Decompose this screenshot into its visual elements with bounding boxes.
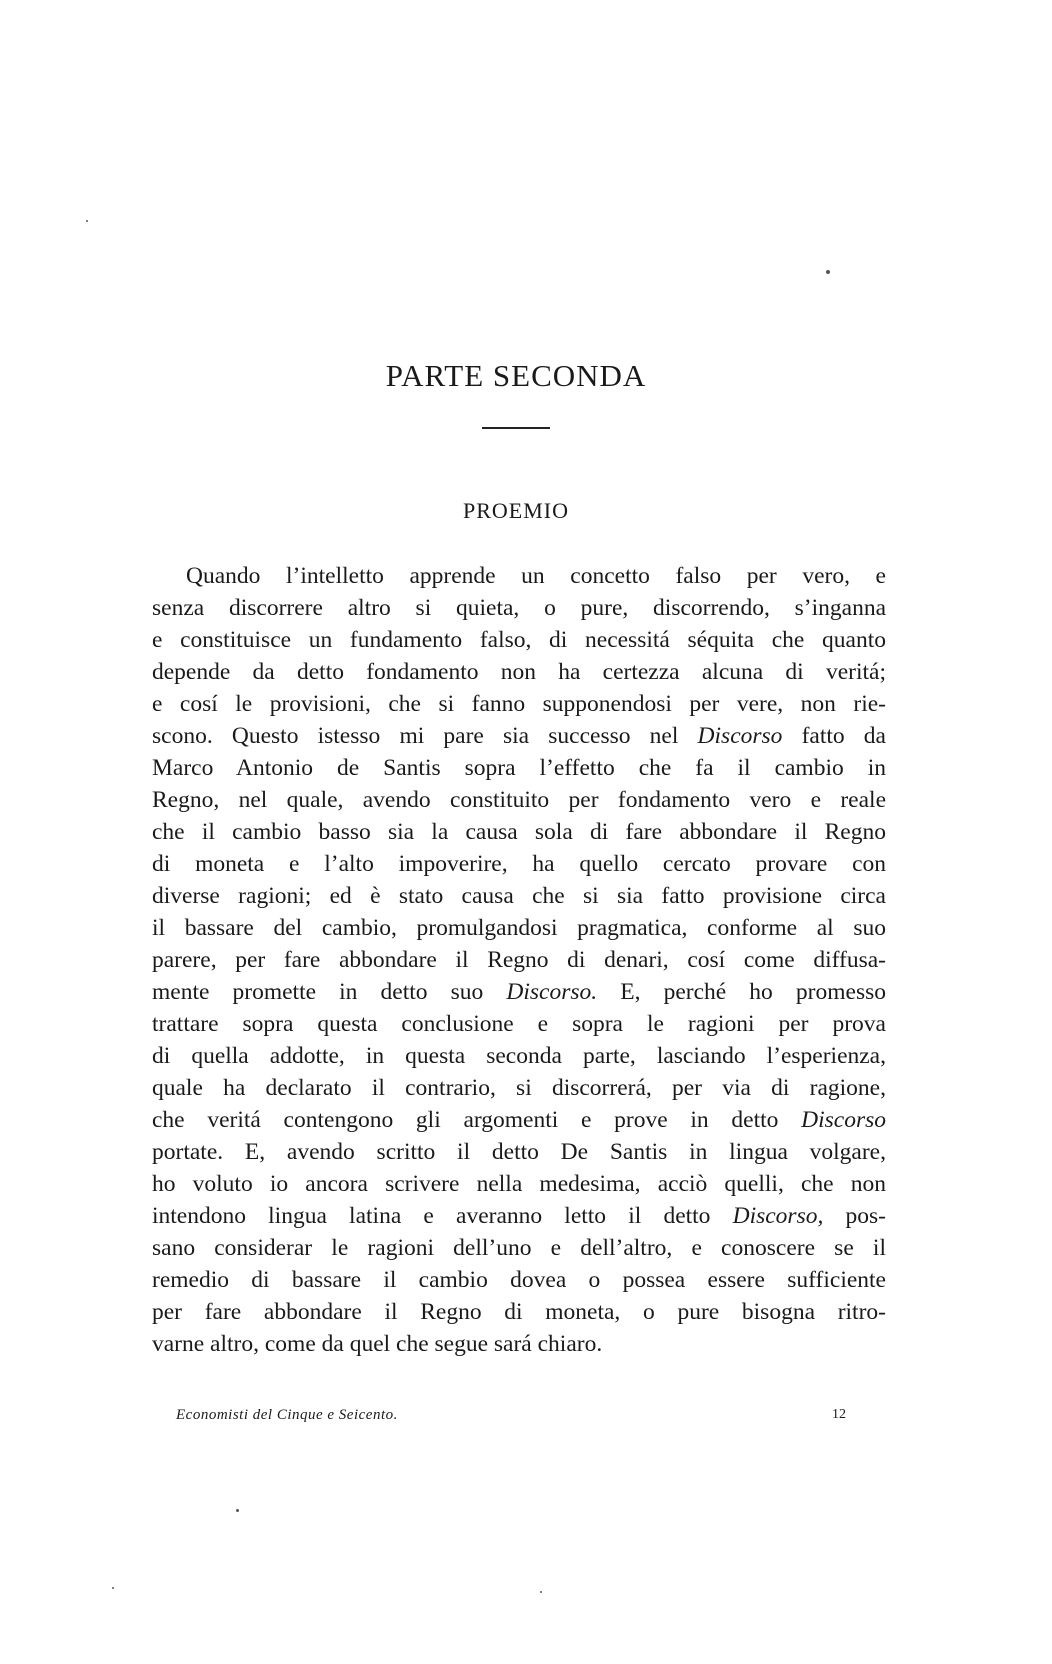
text-line [152, 816, 886, 848]
text-line [152, 880, 886, 912]
text-segment: Quando l’intelletto apprende un concetto falso per vero, e [186, 563, 886, 589]
text-segment: pos- [823, 1203, 886, 1229]
text-segment: e constituisce un fundamento falso, di necessitá séquita che quanto [152, 627, 886, 653]
text-line [152, 1296, 886, 1328]
text-segment: fatto da [782, 723, 886, 749]
text-line [152, 560, 886, 592]
italic-title: Discorso [801, 1107, 886, 1133]
scan-speck [236, 1509, 239, 1512]
text-segment: varne altro, come da quel che segue sará chiaro. [152, 1331, 603, 1357]
text-segment: mente promette in detto suo [152, 979, 507, 1005]
text-line [152, 784, 886, 816]
text-line [152, 944, 886, 976]
text-segment: che il cambio basso sia la causa sola di fare abbondare il Regno [152, 819, 886, 845]
section-title: PROEMIO [462, 498, 569, 523]
title-rule [482, 427, 550, 429]
text-segment: remedio di bassare il cambio dovea o possea essere sufficiente [152, 1267, 886, 1293]
text-line [152, 1104, 886, 1136]
text-segment: Regno, nel quale, avendo constituito per fondamento vero e reale [152, 787, 886, 813]
italic-title: Discorso [697, 723, 783, 749]
italic-title: Discorso. [506, 979, 598, 1005]
text-line [152, 1040, 886, 1072]
text-line [152, 1200, 886, 1232]
text-segment: intendono lingua latina e averanno letto il detto [152, 1203, 733, 1229]
text-line [152, 1008, 886, 1040]
footer-book-title: Economisti del Cinque e Seicento. [176, 1407, 398, 1423]
text-line [152, 912, 886, 944]
text-segment: trattare sopra questa conclusione e sopra le ragioni per prova [152, 1011, 886, 1037]
text-segment: che veritá contengono gli argomenti e prove in detto [152, 1107, 802, 1133]
text-line [152, 848, 886, 880]
text-segment: scono. Questo istesso mi pare sia successo nel [152, 723, 698, 749]
scan-speck [540, 1591, 542, 1593]
text-segment: il bassare del cambio, promulgandosi pragmatica, conforme al suo [152, 915, 886, 941]
text-segment: per fare abbondare il Regno di moneta, o pure bisogna ritro- [152, 1299, 886, 1325]
text-segment: quale ha declarato il contrario, si discorrerá, per via di ragione, [152, 1075, 886, 1101]
body-paragraph [152, 560, 886, 1360]
italic-title: Discorso, [732, 1203, 824, 1229]
text-segment: di quella addotte, in questa seconda parte, lasciando l’esperienza, [152, 1043, 886, 1069]
text-segment: ho voluto io ancora scrivere nella medesima, acciò quelli, che non [152, 1171, 886, 1197]
footer-signature-number: 12 [832, 1407, 846, 1422]
text-segment: di moneta e l’alto impoverire, ha quello cercato provare con [152, 851, 886, 877]
text-line [152, 1328, 886, 1360]
part-title: PARTE SECONDA [385, 358, 647, 393]
text-line [152, 624, 886, 656]
text-line [152, 752, 886, 784]
text-line [152, 720, 886, 752]
text-segment: diverse ragioni; ed è stato causa che si sia fatto provisione circa [152, 883, 886, 909]
text-segment: depende da detto fondamento non ha certezza alcuna di veritá; [152, 659, 886, 685]
text-line [152, 688, 886, 720]
scan-speck [112, 1587, 114, 1589]
text-line [152, 1232, 886, 1264]
text-segment: e cosí le provisioni, che si fanno supponendosi per vere, non rie- [152, 691, 886, 717]
text-segment: Marco Antonio de Santis sopra l’effetto che fa il cambio in [152, 755, 886, 781]
text-line [152, 1168, 886, 1200]
text-line [152, 976, 886, 1008]
scan-speck [826, 270, 830, 274]
text-segment: E, perché ho promesso [597, 979, 886, 1005]
text-segment: parere, per fare abbondare il Regno di denari, cosí come diffusa- [152, 947, 886, 973]
text-line [152, 1072, 886, 1104]
text-line [152, 656, 886, 688]
text-segment: sano considerar le ragioni dell’uno e dell’altro, e conoscere se il [152, 1235, 886, 1261]
text-segment: senza discorrere altro si quieta, o pure, discorrendo, s’inganna [152, 595, 886, 621]
scan-speck [86, 220, 88, 222]
text-line [152, 1136, 886, 1168]
text-segment: portate. E, avendo scritto il detto De Santis in lingua volgare, [152, 1139, 886, 1165]
text-line [152, 1264, 886, 1296]
text-line [152, 592, 886, 624]
